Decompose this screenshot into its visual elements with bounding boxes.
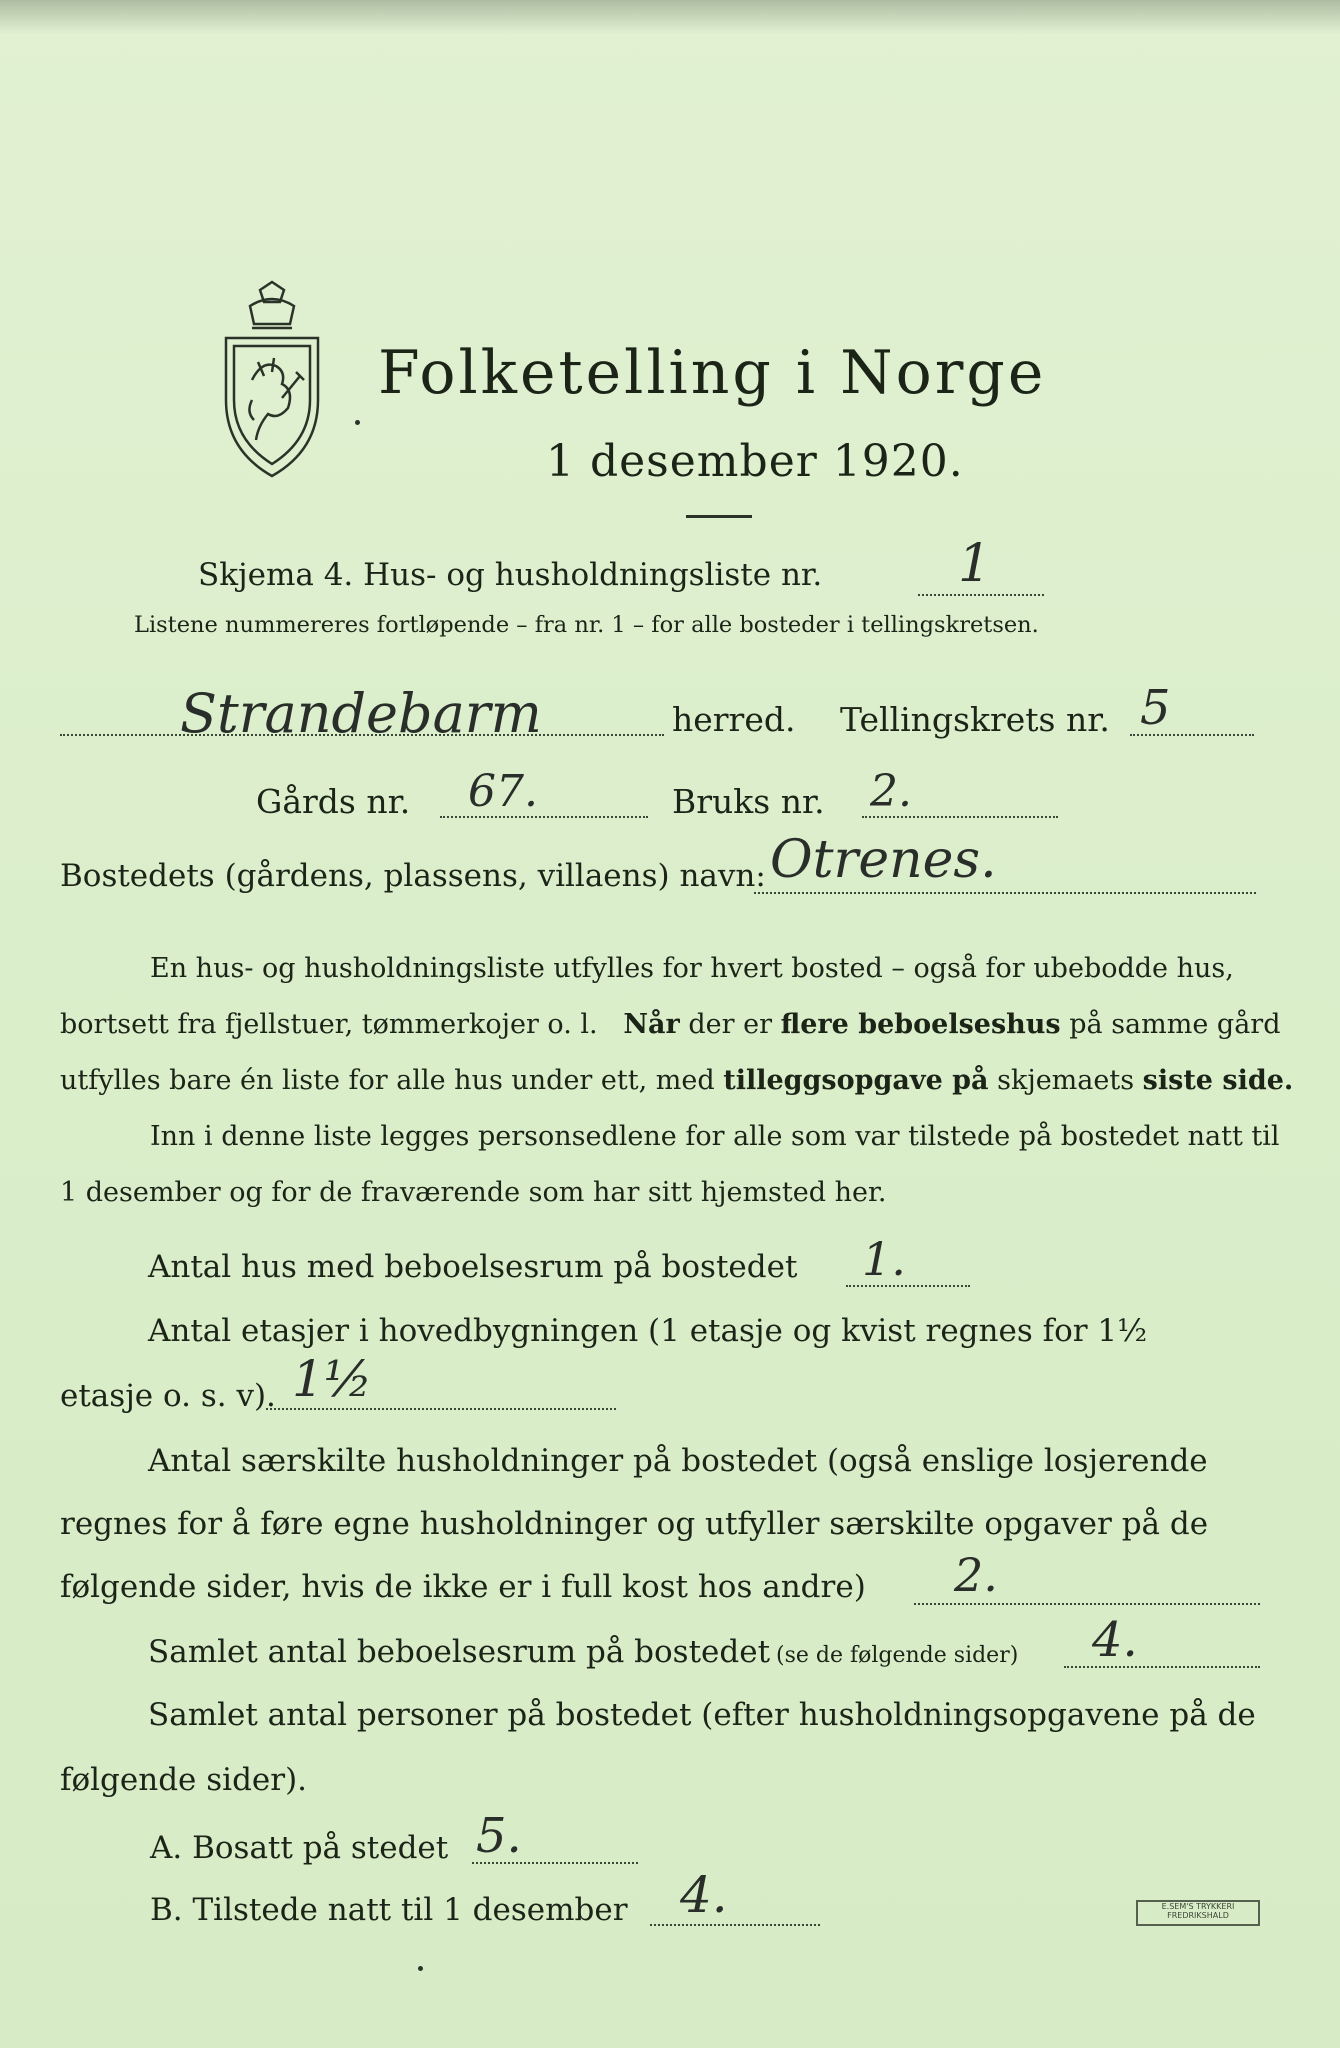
page-edge-shadow xyxy=(0,0,1340,34)
instructions-text: bortsett fra fjellstuer, tømmerkojer o. l. xyxy=(60,1009,598,1040)
list-number-value: 1 xyxy=(958,534,992,594)
rum-value: 4. xyxy=(1092,1612,1138,1668)
hus-label: Antal hus med beboelsesrum på bostedet xyxy=(148,1249,798,1285)
etasjer-line-2: etasje o. s. v). xyxy=(60,1378,276,1414)
census-date: 1 desember 1920. xyxy=(546,436,964,487)
instructions-line-1: En hus- og husholdningsliste utfylles for hvert bosted – også for ubebodde hus, xyxy=(150,953,1234,984)
bosatt-label: A. Bosatt på stedet xyxy=(150,1830,449,1866)
norway-coat-of-arms-icon xyxy=(212,280,332,480)
personer-line-1: Samlet antal personer på bostedet (efter husholdningsopgavene på de xyxy=(148,1697,1256,1733)
tellingskrets-value: 5 xyxy=(1140,680,1171,736)
schema-label: Skjema 4. Hus- og husholdningsliste nr. xyxy=(198,557,823,593)
husholdninger-line-1: Antal særskilte husholdninger på bostedet (også enslige losjerende xyxy=(148,1443,1208,1479)
tilstede-field[interactable] xyxy=(650,1924,820,1926)
instructions-line-5: 1 desember og for de fraværende som har sitt hjemsted her. xyxy=(60,1177,887,1208)
instructions-emphasis: siste side. xyxy=(1142,1065,1294,1096)
etasjer-line-1: Antal etasjer i hovedbygningen (1 etasje og kvist regnes for 1½ xyxy=(148,1313,1148,1349)
bosatt-value: 5. xyxy=(476,1808,522,1864)
husholdninger-value: 2. xyxy=(954,1548,998,1602)
instructions-line-3 xyxy=(60,1065,1293,1096)
etasjer-field[interactable] xyxy=(266,1408,616,1410)
instructions-emphasis: tilleggsopgave på xyxy=(723,1065,989,1096)
instructions-text: skjemaets xyxy=(997,1065,1135,1096)
instructions-emphasis: flere beboelseshus xyxy=(780,1009,1061,1040)
numbering-note: Listene nummereres fortløpende – fra nr. 1 – for alle bosteder i tellingskretsen. xyxy=(134,612,1039,638)
printer-stamp xyxy=(1136,1900,1260,1926)
page-title: Folketelling i Norge xyxy=(378,338,1047,408)
bosted-value: Otrenes. xyxy=(770,830,997,890)
gards-label: Gårds nr. xyxy=(256,782,411,821)
instructions-text: der er xyxy=(688,1009,772,1040)
instructions-text: på samme gård xyxy=(1069,1009,1281,1040)
tilstede-label: B. Tilstede natt til 1 desember xyxy=(150,1892,628,1928)
etasjer-value: 1½ xyxy=(292,1350,373,1408)
printer-stamp-line: E.SEM'S TRYKKERI xyxy=(1161,1902,1235,1911)
bosted-label: Bostedets (gårdens, plassens, villaens) navn: xyxy=(60,858,766,894)
ink-dot xyxy=(418,1966,423,1971)
husholdninger-line-3: følgende sider, hvis de ikke er i full kost hos andre) xyxy=(60,1569,866,1605)
bosted-field[interactable] xyxy=(754,892,1256,894)
list-number-field[interactable] xyxy=(918,594,1044,596)
bruks-label: Bruks nr. xyxy=(672,782,825,821)
husholdninger-field[interactable] xyxy=(914,1603,1260,1605)
husholdninger-line-2: regnes for å føre egne husholdninger og utfyller særskilte opgaver på de xyxy=(60,1506,1209,1542)
instructions-text: utfylles bare én liste for alle hus under ett, med xyxy=(60,1065,715,1096)
gards-value: 67. xyxy=(468,766,538,817)
herred-label: herred. xyxy=(672,700,796,739)
printer-stamp-line: FREDRIKSHALD xyxy=(1167,1911,1229,1920)
bruks-value: 2. xyxy=(870,766,912,817)
instructions-line-4: Inn i denne liste legges personsedlene for alle som var tilstede på bostedet natt til xyxy=(150,1121,1280,1152)
instructions-emphasis: Når xyxy=(623,1009,680,1040)
ink-dot xyxy=(355,420,360,425)
herred-value: Strandebarm xyxy=(180,682,542,745)
tilstede-value: 4. xyxy=(680,1866,728,1924)
instructions-line-2 xyxy=(60,1009,1281,1040)
hus-value: 1. xyxy=(862,1232,906,1286)
personer-line-2: følgende sider). xyxy=(60,1762,308,1798)
rum-note: (se de følgende sider) xyxy=(776,1643,1019,1668)
title-divider xyxy=(686,515,752,518)
rum-label: Samlet antal beboelsesrum på bostedet xyxy=(148,1634,771,1670)
tellingskrets-label: Tellingskrets nr. xyxy=(840,700,1110,739)
